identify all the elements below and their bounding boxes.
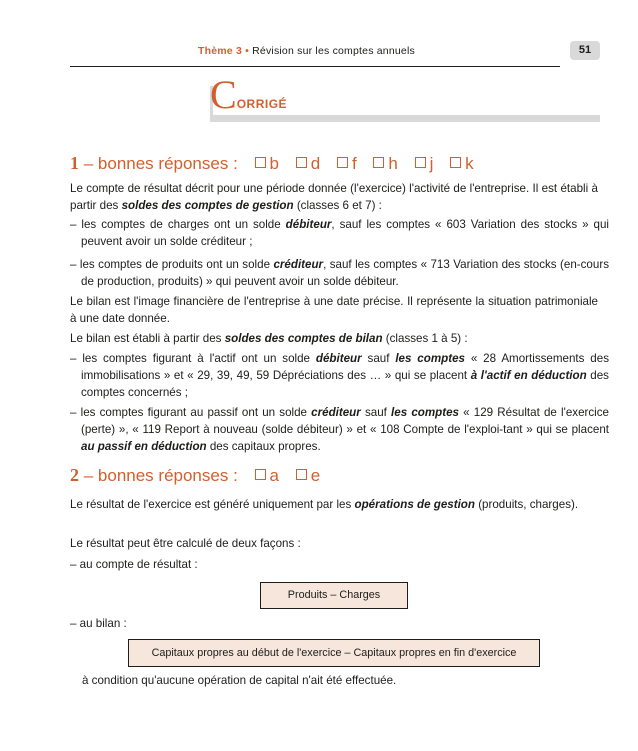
q2-number: 2 (70, 465, 79, 485)
checkbox-icon (296, 157, 307, 168)
q1-paragraph-1: Le compte de résultat décrit pour une période donnée (l'exercice) l'activité de l'entreprise. Il est établi à partir des soldes des comptes de gestion (classes 6 et 7) : (70, 182, 598, 212)
q1-paragraph-3: Le bilan est établi à partir des soldes des comptes de bilan (classes 1 à 5) : (70, 332, 468, 345)
q2-option: e (296, 466, 320, 485)
q1-label: – bonnes réponses : (83, 154, 238, 173)
checkbox-icon (296, 469, 307, 480)
q2-compte-resultat: – au compte de résultat : (70, 558, 198, 571)
q1-option: f (337, 154, 357, 173)
q1-heading (70, 153, 474, 174)
page-number: 51 (570, 41, 600, 60)
q1-paragraph-2: Le bilan est l'image financière de l'entreprise à une date précise. Il représente la situation patrimoniale à une date donnée. (70, 295, 598, 325)
checkbox-icon (255, 157, 266, 168)
q1-number: 1 (70, 153, 79, 173)
q1-bullet-produits: – les comptes de produits ont un solde créditeur, sauf les comptes « 713 Variation des stocks (en-cours de production, produits) » qui peuvent avoir un solde débiteur. (70, 258, 609, 288)
checkbox-icon (450, 157, 461, 168)
theme-label: Thème 3 (198, 45, 242, 57)
header-rule (70, 66, 560, 67)
checkbox-icon (337, 157, 348, 168)
q2-paragraph-1: Le résultat de l'exercice est généré uniquement par les opérations de gestion (produits, charges). (70, 498, 579, 511)
checkbox-icon (373, 157, 384, 168)
q1-bullet-charges: – les comptes de charges ont un solde débiteur, sauf les comptes « 603 Variation des stocks » qui peuvent avoir un solde créditeur ; (70, 218, 609, 248)
q2-heading (70, 465, 320, 486)
theme-title: Révision sur les comptes annuels (252, 45, 415, 57)
running-header (198, 45, 415, 57)
q2-paragraph-2: Le résultat peut être calculé de deux façons : (70, 537, 301, 550)
q2-label: – bonnes réponses : (83, 466, 238, 485)
formula-box-produits-charges: Produits – Charges (260, 582, 408, 609)
q1-option: h (373, 154, 397, 173)
title-initial: C (210, 72, 237, 117)
title-rest: ORRIGÉ (236, 97, 288, 111)
checkbox-icon (255, 469, 266, 480)
q2-option: a (255, 466, 279, 485)
q1-bullet-actif: – les comptes figurant à l'actif ont un solde débiteur sauf les comptes « 28 Amortissements des immobilisations » et « 29, 39, 49, 59 Dépréciations des … » qui se placent à l'actif en déduction des comptes concernés ; (70, 352, 609, 399)
checkbox-icon (415, 157, 426, 168)
q2-bilan: – au bilan : (70, 617, 127, 630)
q2-condition: à condition qu'aucune opération de capital n'ait été effectuée. (82, 674, 397, 687)
q1-option: j (415, 154, 434, 173)
title-underline (210, 115, 600, 122)
q1-bullet-passif: – les comptes figurant au passif ont un solde créditeur sauf les comptes « 129 Résultat de l'exercice (perte) », « 119 Report à nouveau (solde débiteur) » et « 108 Compte de l'exploi-tant » qui se placent au passif en déduction des capitaux propres. (70, 406, 610, 453)
q1-option: d (296, 154, 320, 173)
q1-option: k (450, 154, 474, 173)
header-bullet: • (245, 45, 250, 57)
q1-option: b (255, 154, 279, 173)
formula-box-capitaux: Capitaux propres au début de l'exercice – Capitaux propres en fin d'exercice (128, 639, 540, 667)
page-title (210, 72, 288, 117)
